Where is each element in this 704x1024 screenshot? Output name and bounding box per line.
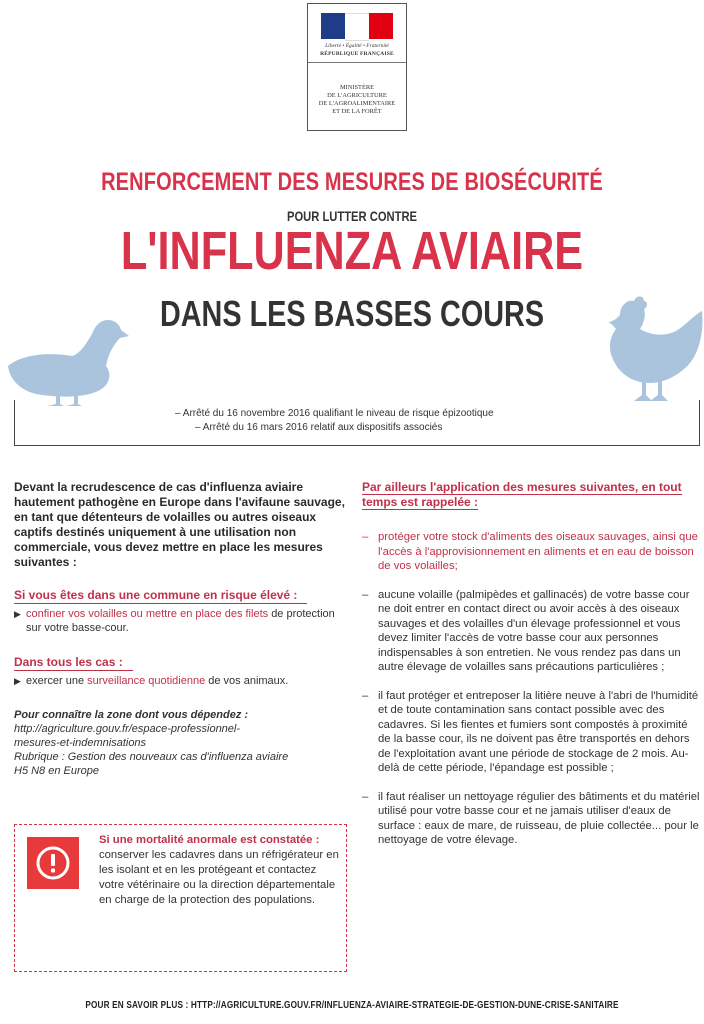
alert-square [27, 837, 79, 889]
mesure-text-red: protéger votre stock d'aliments des oiseaux sauvages, ainsi que l'accès à l'approvisionnement en aliments et en eau de boisson de vos volailles; [378, 531, 698, 572]
title-sub: POUR LUTTER CONTRE [286, 208, 418, 224]
dash-bullet: – [362, 689, 369, 702]
zone-rubrique: Rubrique : Gestion des nouveaux cas d'influenza aviaire [14, 751, 289, 763]
triangle-bullet-icon: ▶ [14, 609, 21, 619]
ministere-line: DE L'AGROALIMENTAIRE [318, 100, 396, 107]
bullet-text: de protection sur votre basse-cour. [26, 608, 335, 634]
bullet-confiner [14, 607, 350, 635]
zone-url: mesures-et-indemnisations [14, 737, 147, 749]
zone-info [14, 708, 350, 778]
right-heading [362, 480, 700, 510]
logo-republique: RÉPUBLIQUE FRANÇAISE [320, 51, 394, 57]
ministry-logo [307, 3, 407, 131]
zone-heading: Pour connaître la zone dont vous dépendez : [14, 709, 249, 721]
ministere-line: DE L'AGRICULTURE [327, 92, 387, 99]
title-bottom: DANS LES BASSES COURS [159, 293, 545, 334]
mesure-text: il faut réaliser un nettoyage régulier des bâtiments et du matériel utilisé pour votre basse cour et ne jamais utiliser d'eaux de surface : eaux de mare, de ruisseau, de pluie collectée... pour le nettoyage de votre élevage. [378, 790, 700, 846]
footer-link[interactable]: POUR EN SAVOIR PLUS : HTTP://AGRICULTURE.GOUV.FR/INFLUENZA-AVIAIRE-STRATEGIE-DE-GESTION-DUNE-CRISE-SANITAIRE [85, 1000, 619, 1011]
bullet-surveillance [14, 674, 350, 688]
zone-rubrique: H5 N8 en Europe [14, 765, 99, 777]
title-main: L'INFLUENZA AVIAIRE [120, 221, 584, 281]
mesure-item [362, 588, 700, 675]
triangle-bullet-icon: ▶ [14, 676, 21, 686]
bullet-text: exercer une [26, 675, 85, 687]
left-column [14, 480, 350, 778]
logo-divider [308, 62, 406, 63]
mortalite-text [99, 833, 339, 908]
arrete-line: – Arrêté du 16 mars 2016 relatif aux dispositifs associés [195, 422, 443, 433]
mesure-text: aucune volaille (palmipèdes et gallinacés) de votre basse cour ne doit entrer en contact direct ou avoir accès à des oiseaux sauvages et des volailles d'un élevage professionnel et vous devez limiter l'accès de votre basse cour aux personnes indispensables à son entretien. Ne vous rendez pas dans un autre élevage de volailles sans précautions particulières ; [378, 588, 690, 673]
marianne-flag-icon [321, 13, 393, 39]
bullet-text-red: surveillance quotidienne [87, 675, 206, 687]
dash-bullet: – [362, 531, 369, 543]
duck-silhouette-icon [2, 314, 130, 406]
exclamation-icon [36, 846, 70, 880]
mesure-text: il faut protéger et entreposer la litière neuve à l'abri de l'humidité et de toute contamination sans contact possible avec des cadavres. Si les fientes et fumiers sont compostés à proximité de la basse cour, ils ne doivent pas être transportés en dehors de l'exploitation avant une période de stockage de 2 mois. Au-delà de cette période, l'épandage est possible ; [378, 689, 699, 774]
logo-motto: Liberté • Égalité • Fraternité [325, 43, 389, 49]
logo-ministere [310, 84, 404, 116]
arretes-box [14, 400, 700, 446]
mesure-item [362, 689, 700, 776]
mesure-item [362, 790, 700, 848]
bullet-text-red: confiner vos volailles ou mettre en place des filets [26, 608, 269, 620]
section-heading-tous-cas: Dans tous les cas : [14, 655, 133, 671]
section-heading-risque-eleve: Si vous êtes dans une commune en risque élevé : [14, 588, 307, 604]
mortalite-lead: Si une mortalité anormale est constatée : [99, 834, 320, 846]
bullet-text: de vos animaux. [208, 675, 289, 687]
dash-bullet: – [362, 588, 369, 601]
right-column [362, 480, 700, 848]
mortalite-alert-box [14, 824, 347, 972]
title-top: RENFORCEMENT DES MESURES DE BIOSÉCURITÉ [101, 168, 603, 196]
mortalite-body: conserver les cadavres dans un réfrigérateur en les isolant et en les protégeant et contactez votre vétérinaire ou la direction départementale en charge de la protection des populations. [99, 849, 339, 906]
mesure-item [362, 530, 700, 574]
right-heading-text: Par ailleurs l'application des mesures suivantes, en tout temps est rappelée : [362, 480, 682, 509]
dash-bullet: – [362, 790, 369, 803]
chicken-silhouette-icon [590, 293, 704, 403]
zone-url: http://agriculture.gouv.fr/espace-professionnel- [14, 723, 241, 735]
ministere-line: MINISTÈRE [339, 84, 375, 91]
arrete-line: – Arrêté du 16 novembre 2016 qualifiant le niveau de risque épizootique [175, 408, 494, 419]
ministere-line: ET DE LA FORÊT [332, 108, 382, 115]
intro-paragraph: Devant la recrudescence de cas d'influenza aviaire hautement pathogène en Europe dans l'avifaune sauvage, en tant que détenteurs de volailles ou autres oiseaux captifs destinés uniquement à une utilisation non commerciale, vous devez mettre en place les mesures suivantes : [14, 480, 345, 569]
